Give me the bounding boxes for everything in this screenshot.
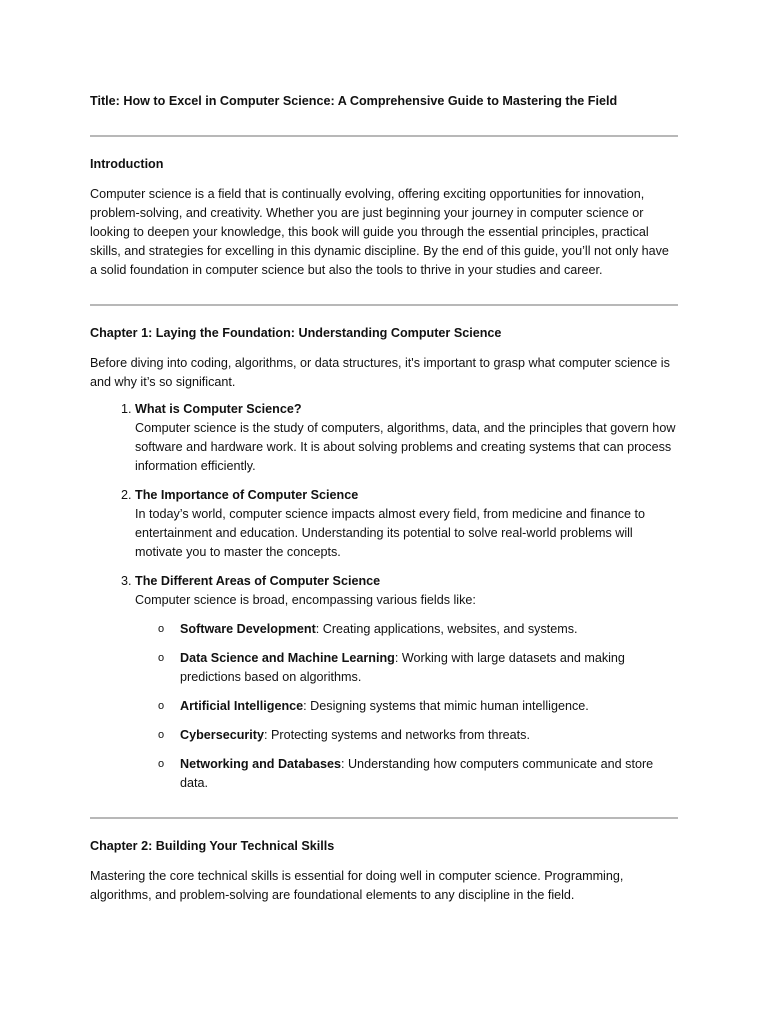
areas-list <box>135 620 678 793</box>
list-item <box>135 400 678 476</box>
area-term: Cybersecurity <box>180 728 264 742</box>
topic-body: In today’s world, computer science impacts almost every field, from medicine and finance to entertainment and education. Understanding its potential to solve real-world problems will motivate you to master the concepts. <box>135 507 646 559</box>
topic-body: Computer science is the study of computers, algorithms, data, and the principles that govern how software and hardware work. It is about solving problems and creating systems that can process information efficiently. <box>135 421 676 473</box>
topic-title: 2. The Importance of Computer Science <box>135 488 359 502</box>
topic-title: 3. The Different Areas of Computer Science <box>135 574 381 588</box>
chapter2-section <box>90 837 678 905</box>
area-term: Networking and Databases <box>180 757 341 771</box>
area-term: Data Science and Machine Learning <box>180 651 395 665</box>
topic-title: 1. What is Computer Science? <box>135 402 302 416</box>
topic-body: Computer science is broad, encompassing various fields like: <box>135 593 476 607</box>
section-divider <box>90 135 678 137</box>
area-description: : Protecting systems and networks from threats. <box>264 728 530 742</box>
chapter1-intro: Before diving into coding, algorithms, or data structures, it's important to grasp what computer science is and why it’s so significant. <box>90 356 670 389</box>
circle-bullet-icon: o <box>158 623 165 635</box>
circle-bullet-icon: o <box>158 652 165 664</box>
section-divider <box>90 304 678 306</box>
chapter1-section <box>90 324 678 793</box>
document-title: Title: How to Excel in Computer Science: A Comprehensive Guide to Mastering the Field <box>90 94 618 108</box>
introduction-body: Computer science is a field that is continually evolving, offering exciting opportunities for innovation, problem-solving, and creativity. Whether you are just beginning your journey in computer science or looking to deepen your knowledge, this book will guide you through the essential principles, practical skills, and strategies for excelling in this dynamic discipline. By the end of this guide, you’ll not only have a solid foundation in computer science but also the tools to thrive in your studies and career. <box>90 187 669 277</box>
introduction-heading: Introduction <box>90 157 164 171</box>
section-divider <box>90 817 678 819</box>
area-description: : Working with large datasets and making predictions based on algorithms. <box>180 651 625 684</box>
list-item <box>158 649 678 687</box>
area-description: : Understanding how computers communicate and store data. <box>180 757 654 790</box>
area-term: Artificial Intelligence <box>180 699 304 713</box>
list-item <box>135 486 678 562</box>
list-item <box>158 755 678 793</box>
area-description: : Creating applications, websites, and systems. <box>315 622 578 636</box>
list-item <box>135 572 678 793</box>
area-description: : Designing systems that mimic human intelligence. <box>303 699 589 713</box>
list-item <box>158 620 678 639</box>
circle-bullet-icon: o <box>158 700 165 712</box>
chapter1-topic-list <box>90 400 678 793</box>
introduction-section <box>90 155 678 280</box>
list-item <box>158 726 678 745</box>
chapter2-heading: Chapter 2: Building Your Technical Skills <box>90 839 335 853</box>
chapter2-body: Mastering the core technical skills is essential for doing well in computer science. Programming, algorithms, and problem-solving are foundational elements to any discipline in the field. <box>90 869 624 902</box>
list-item <box>158 697 678 716</box>
circle-bullet-icon: o <box>158 729 165 741</box>
circle-bullet-icon: o <box>158 758 165 770</box>
area-term: Software Development <box>180 622 316 636</box>
chapter1-heading: Chapter 1: Laying the Foundation: Understanding Computer Science <box>90 326 502 340</box>
